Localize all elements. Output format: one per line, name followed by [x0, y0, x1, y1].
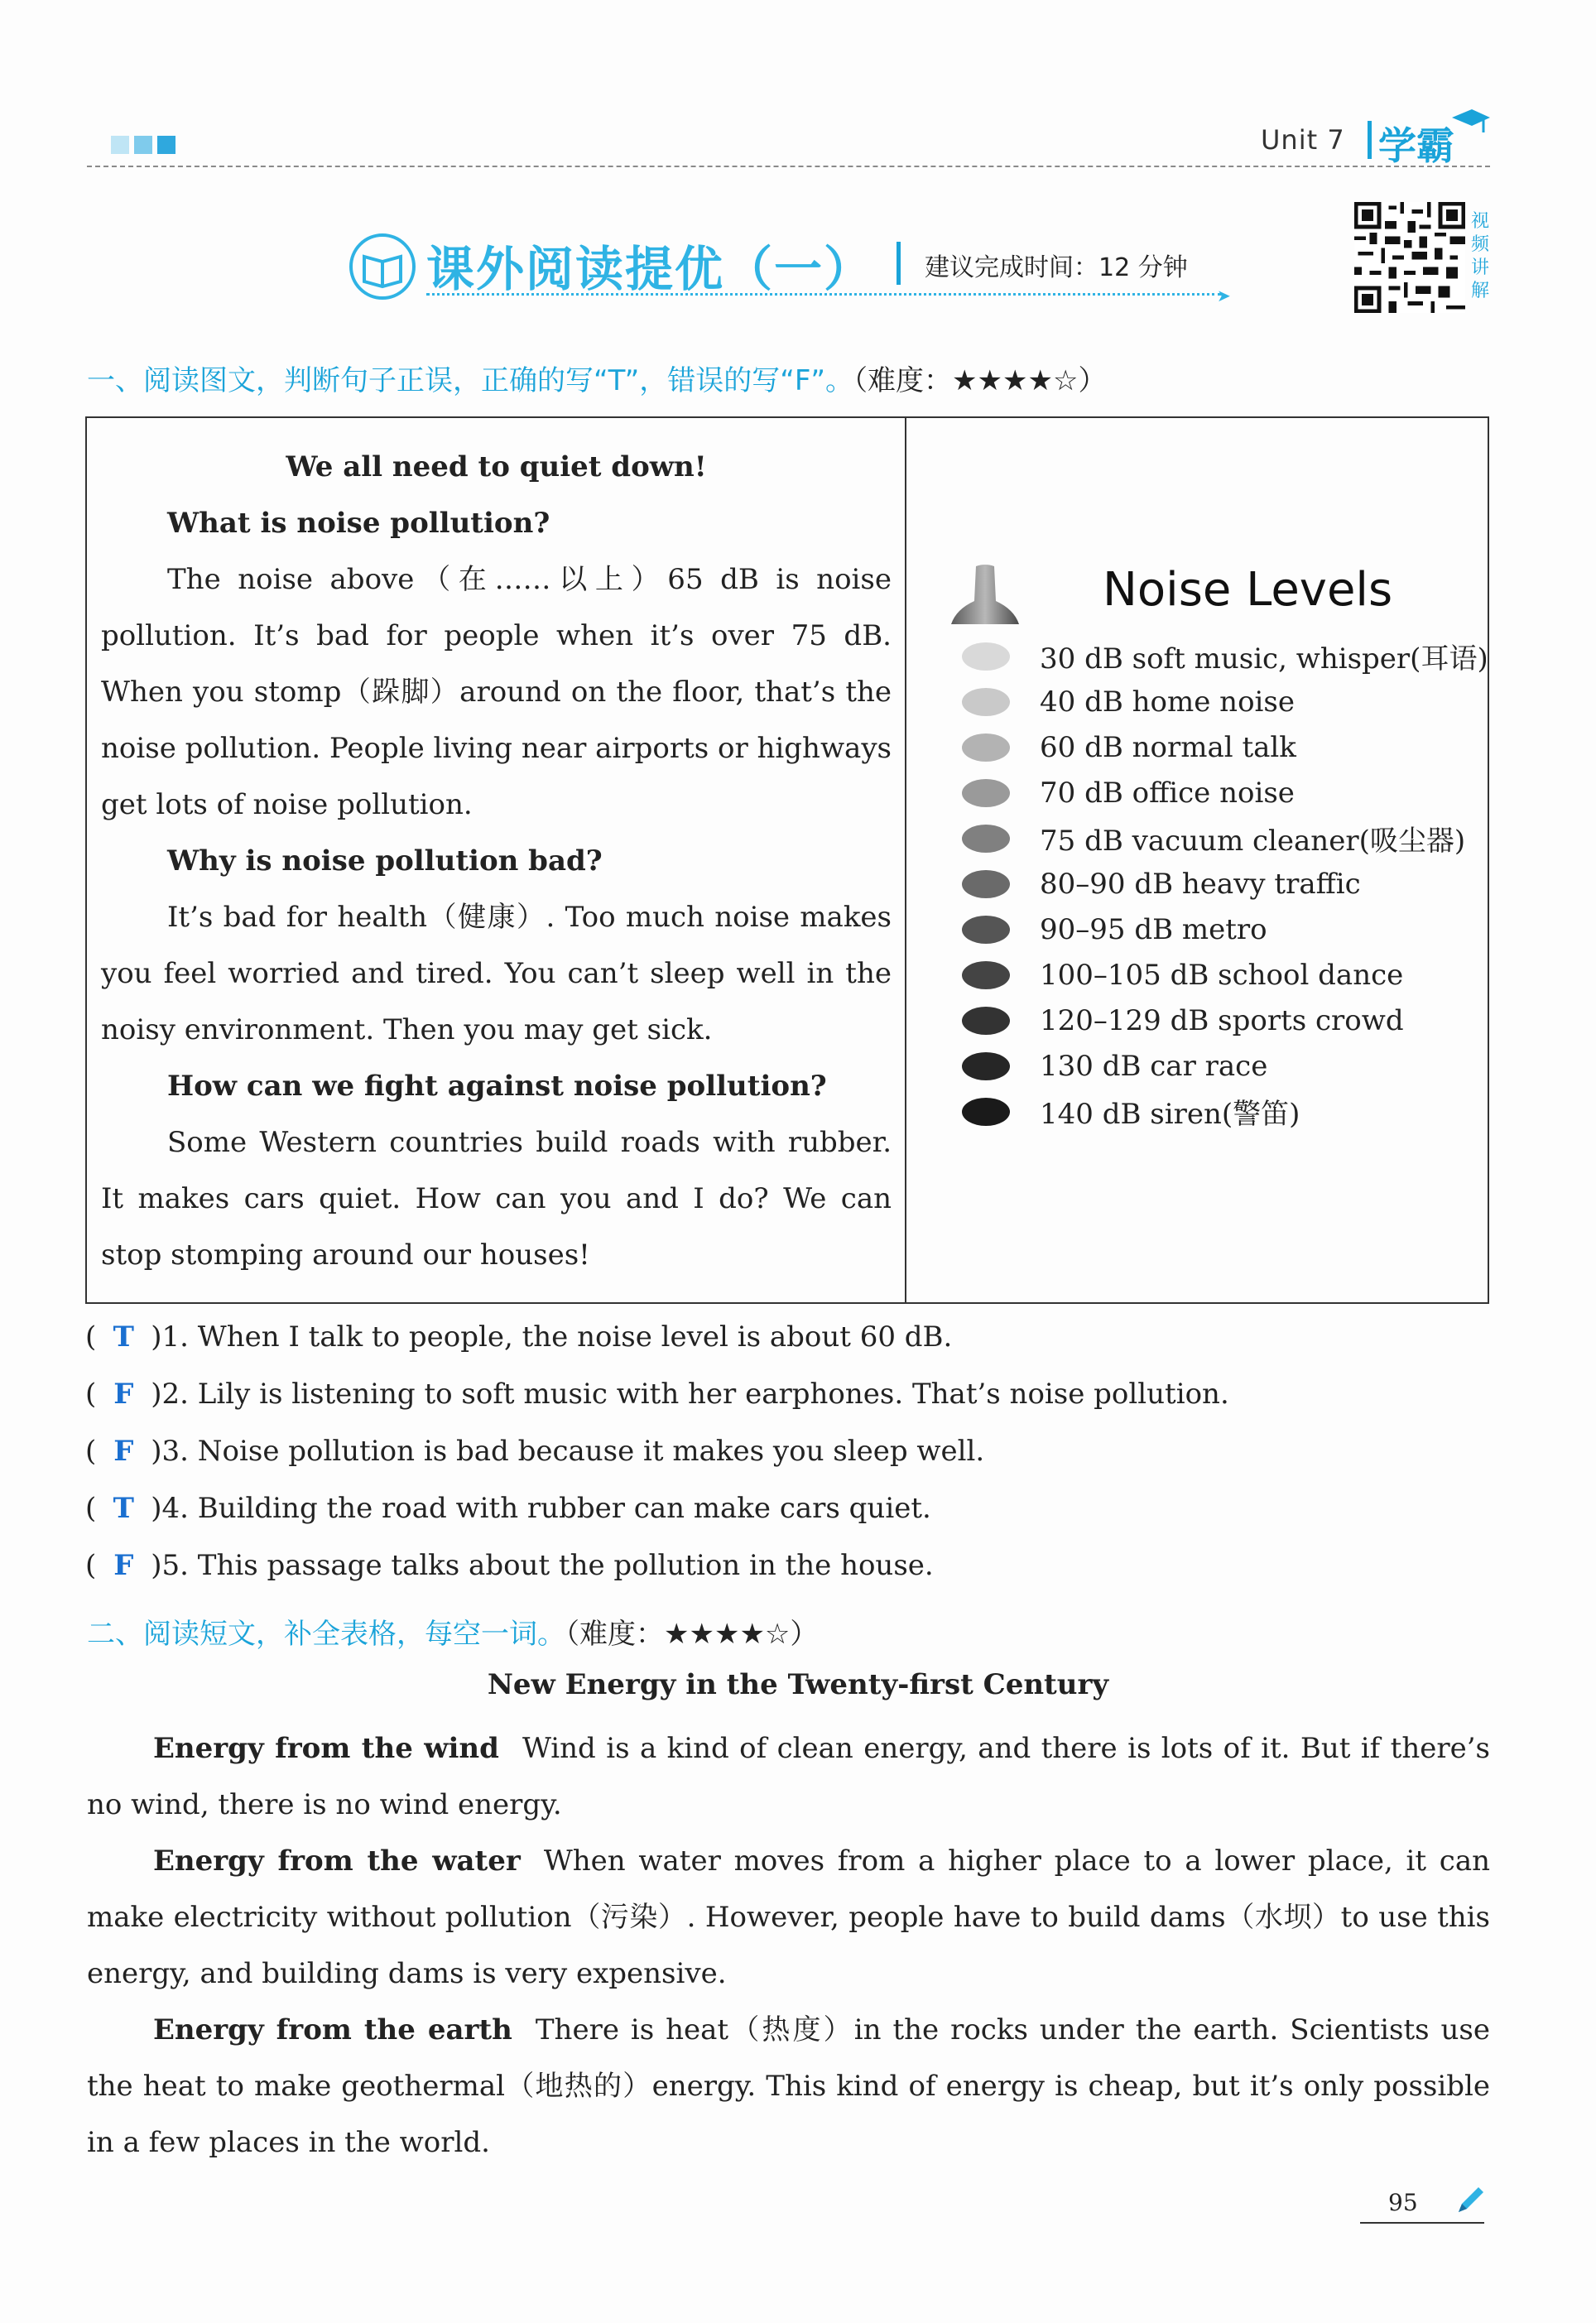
level-dot: [962, 1098, 1010, 1126]
qr-label-char: 频: [1470, 234, 1489, 255]
header-rule: [87, 166, 1490, 167]
question-text: 3. Noise pollution is bad because it makes you sleep well.: [161, 1435, 985, 1468]
suggested-time: 建议完成时间：12 分钟: [925, 253, 1188, 282]
video-explanation-label: [1469, 210, 1492, 303]
footer-rule: [1360, 2222, 1484, 2224]
section1-instruction: 一、阅读图文，判断句子正误，正确的写“T”，错误的写“F”。: [87, 364, 854, 397]
level-text: 30 dB soft music, whisper(耳语): [1040, 642, 1488, 676]
qr-label-char: 视: [1470, 211, 1489, 232]
answer-mark[interactable]: T: [113, 1492, 134, 1525]
header-decor-squares: [111, 136, 175, 154]
passage-subheading: What is noise pollution?: [167, 507, 550, 540]
answer-mark[interactable]: T: [113, 1320, 134, 1354]
answer-mark[interactable]: F: [113, 1435, 134, 1468]
level-dot: [962, 825, 1010, 853]
level-dot: [962, 779, 1010, 807]
paragraph-lead: Energy from the earth: [153, 2013, 512, 2046]
question-text: 1. When I talk to people, the noise level is about 60 dB.: [161, 1320, 953, 1354]
page-number: 95: [1388, 2189, 1418, 2216]
noise-level-item: [962, 1089, 1300, 1134]
article-paragraph: [87, 1720, 1490, 1833]
noise-level-item: [962, 679, 1295, 724]
question-item: ( T )1. When I talk to people, the noise level is about 60 dB.: [85, 1320, 953, 1354]
noise-level-item: [962, 1043, 1267, 1089]
section1-difficulty: （难度：★★★★☆）: [853, 364, 1107, 397]
level-dot: [962, 642, 1010, 671]
brand-bar: [1368, 121, 1372, 159]
question-item: ( T )4. Building the road with rubber can make cars quiet.: [85, 1492, 931, 1525]
passage-paragraph: It’s bad for health（健康）. Too much noise makes you feel worried and tired. You can’t sleep well in the noisy environment. Then you may get sick.: [101, 901, 892, 1046]
level-text: 140 dB siren(警笛): [1040, 1098, 1300, 1131]
noise-level-item: [962, 861, 1361, 907]
pencil-icon: [1454, 2184, 1487, 2217]
noise-level-item: [962, 815, 1465, 861]
level-dot: [962, 688, 1010, 716]
brand-logo: 学霸: [1378, 123, 1454, 168]
arrow-icon: ➤: [1217, 286, 1231, 305]
passage-subheading: Why is noise pollution bad?: [167, 844, 603, 878]
article-paragraph: [87, 1833, 1490, 2002]
noise-level-item: [962, 633, 1488, 679]
level-dot: [962, 961, 1010, 989]
decor-square: [134, 136, 152, 154]
level-text: 75 dB vacuum cleaner(吸尘器): [1040, 825, 1466, 858]
reading-box-divider: [905, 416, 906, 1304]
section1-heading: [87, 358, 1106, 398]
level-text: 60 dB normal talk: [1040, 730, 1296, 764]
paragraph-text: When water moves from a higher place to a lower place, it can make electricity without pollution（污染）. However, people have to build dams（水坝）to use this energy, and building dams is very expensive.: [87, 1844, 1490, 1990]
banner-separator: [897, 242, 901, 285]
section2-instruction: 二、阅读短文，补全表格，每空一词。: [87, 1618, 565, 1651]
noise-level-item: [962, 952, 1403, 998]
section-banner-title: 课外阅读提优（一）: [426, 241, 874, 297]
paragraph-text: Wind is a kind of clean energy, and there is lots of it. But if there’s no wind, there is no wind energy.: [87, 1732, 1490, 1821]
article-title: New Energy in the Twenty-first Century: [487, 1668, 1109, 1701]
passage: [101, 439, 892, 1283]
level-text: 120–129 dB sports crowd: [1040, 1003, 1404, 1037]
level-dot: [962, 1052, 1010, 1080]
question-item: ( F )3. Noise pollution is bad because it makes you sleep well.: [85, 1435, 985, 1468]
question-item: ( F )2. Lily is listening to soft music with her earphones. That’s noise pollution.: [85, 1378, 1229, 1411]
question-text: 2. Lily is listening to soft music with her earphones. That’s noise pollution.: [161, 1378, 1229, 1411]
question-text: 4. Building the road with rubber can make cars quiet.: [161, 1492, 931, 1525]
passage-paragraph: The noise above（在……以上）65 dB is noise pollution. It’s bad for people when it’s over 75 dB. When you stomp（跺脚）around on the floor, that’s the noise pollution. People living near airports or highways get lots of noise pollution.: [101, 563, 892, 821]
level-text: 100–105 dB school dance: [1040, 958, 1404, 992]
speaker-cone-icon: [948, 563, 1022, 629]
noise-levels-title: Noise Levels: [1103, 563, 1393, 617]
level-dot: [962, 1007, 1010, 1035]
noise-level-item: [962, 907, 1267, 952]
level-text: 90–95 dB metro: [1040, 912, 1267, 946]
section2-heading: [87, 1611, 818, 1652]
passage-paragraph: Some Western countries build roads with rubber. It makes cars quiet. How can you and I do? We can stop stomping around our houses!: [101, 1126, 892, 1272]
section2-difficulty: （难度：★★★★☆）: [565, 1618, 819, 1651]
article-body: [87, 1720, 1490, 2171]
passage-title: We all need to quiet down!: [286, 450, 707, 483]
qr-label-char: 解: [1470, 281, 1489, 301]
unit-label: Unit 7: [1261, 124, 1345, 156]
banner-underline: [426, 293, 1221, 296]
level-dot: [962, 916, 1010, 944]
answer-mark[interactable]: F: [113, 1549, 134, 1582]
paragraph-text: There is heat（热度）in the rocks under the earth. Scientists use the heat to make geothermal（地热的）energy. This kind of energy is cheap, but it’s only possible in a few places in the world.: [87, 2013, 1491, 2159]
level-text: 70 dB office noise: [1040, 776, 1295, 810]
level-dot: [962, 870, 1010, 898]
question-item: ( F )5. This passage talks about the pollution in the house.: [85, 1549, 934, 1582]
paragraph-lead: Energy from the water: [153, 1844, 521, 1878]
level-text: 130 dB car race: [1040, 1049, 1268, 1083]
level-text: 80–90 dB heavy traffic: [1040, 867, 1361, 901]
question-text: 5. This passage talks about the pollution in the house.: [161, 1549, 934, 1582]
paragraph-lead: Energy from the wind: [153, 1732, 499, 1765]
level-text: 40 dB home noise: [1040, 685, 1295, 719]
book-icon: [348, 232, 417, 301]
answer-mark[interactable]: F: [113, 1378, 134, 1411]
graduation-cap-icon: [1450, 106, 1492, 139]
qr-label-char: 讲: [1470, 257, 1489, 278]
decor-square: [157, 136, 175, 154]
level-dot: [962, 733, 1010, 762]
noise-level-item: [962, 770, 1295, 815]
article-paragraph: [87, 2002, 1490, 2171]
qr-code-icon[interactable]: [1354, 202, 1465, 313]
noise-level-item: [962, 998, 1404, 1043]
passage-subheading: How can we fight against noise pollution?: [167, 1070, 827, 1103]
noise-level-item: [962, 724, 1296, 770]
decor-square: [111, 136, 129, 154]
